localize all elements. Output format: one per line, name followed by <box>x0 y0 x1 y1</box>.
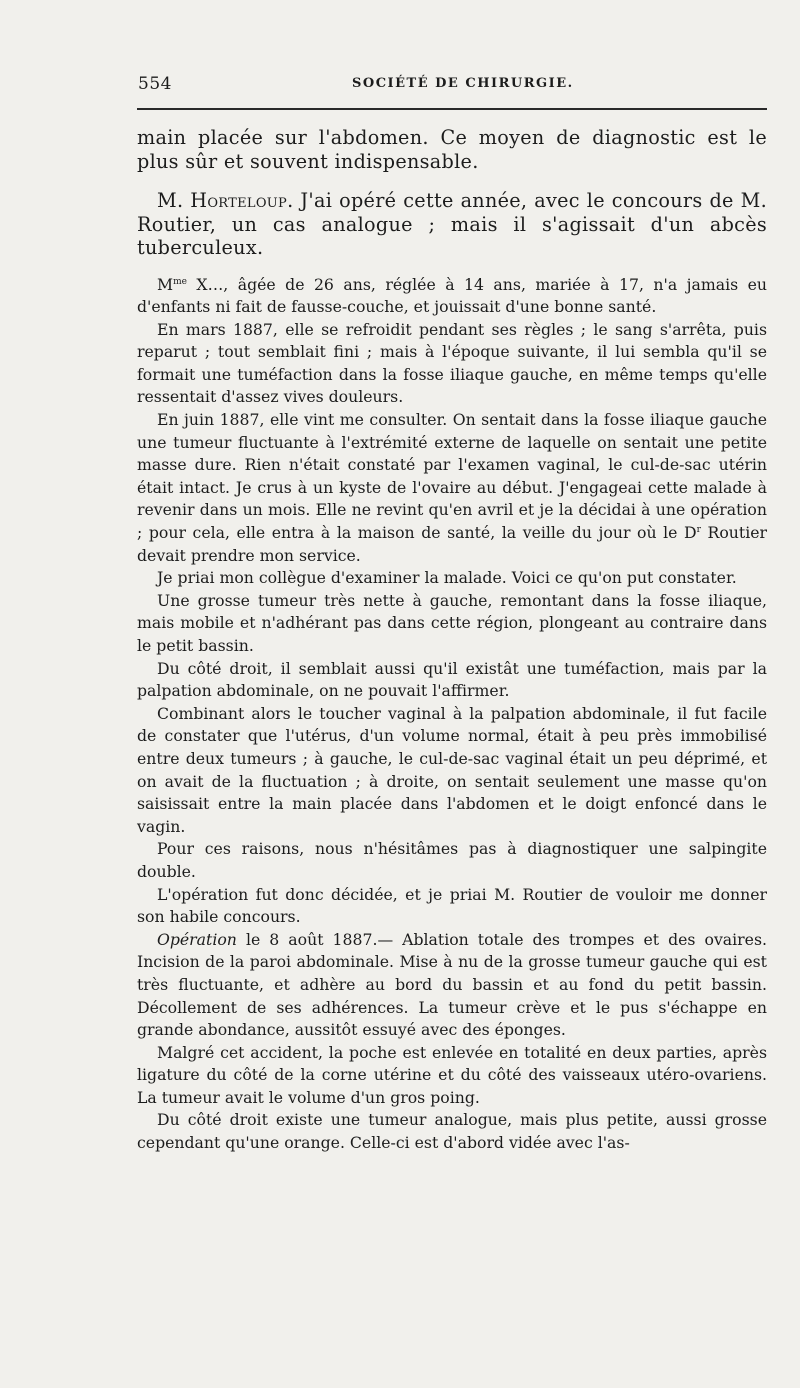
paragraph-tumor-right: Du côté droit, il semblait aussi qu'il existât une tuméfaction, mais par la palpation abdominale, on ne pouvait l'affirmer. <box>137 658 767 701</box>
case-intro-text: X…, âgée de 26 ans, réglée à 14 ans, mariée à 17, n'a jamais eu d'enfants ni fait de fausse-couche, et jouissait d'une bonne santé. <box>137 274 767 317</box>
body-text <box>137 126 767 1155</box>
paragraph-accident: Malgré cet accident, la poche est enlevée en totalité en deux parties, après ligature du côté de la corne utérine et du côté des vaisseaux utéro-ovariens. La tumeur avait le volume d'un gros poing. <box>137 1042 767 1107</box>
doctor-superscript: r <box>696 524 701 535</box>
page-number: 554 <box>138 74 172 94</box>
paragraph-consultation <box>137 409 767 567</box>
paragraph-case-intro <box>137 274 767 319</box>
paragraph-gap <box>137 260 767 274</box>
paragraph-palpation: Combinant alors le toucher vaginal à la palpation abdominale, il fut facile de constater que l'utérus, d'un volume normal, était à peu près immobilisé entre deux tumeurs ; à gauche, le cul-de-sac vaginal était un peu déprimé, et on avait de la fluctuation ; à droite, on sentait seulement une masse qu'on saisissait entre la main placée dans l'abdomen et le doigt enfoncé dans le vagin. <box>137 703 767 836</box>
speaker-prefix: M. <box>157 189 191 212</box>
paragraph-examination: Je priai mon collègue d'examiner la malade. Voici ce qu'on put constater. <box>157 568 737 588</box>
speaker-statement: . J'ai opéré cette année, avec le concours de M. Routier, un cas analogue ; mais il s'agissait d'un abcès tuberculeux. <box>137 189 767 259</box>
paragraph-operation <box>137 929 767 1042</box>
paragraph-diagnosis: Pour ces raisons, nous n'hésitâmes pas à diagnostiquer une salpingite double. <box>137 839 767 881</box>
paragraph-continuation: main placée sur l'abdomen. Ce moyen de diagnostic est le plus sûr et souvent indispensable. <box>137 126 767 173</box>
paragraph-right-side: Du côté droit existe une tumeur analogue, mais plus petite, aussi grosse cependant qu'une orange. Celle-ci est d'abord vidée avec l'as- <box>137 1110 767 1153</box>
consultation-text-end: Routier devait prendre mon service. <box>137 523 768 565</box>
paragraph-speaker-horteloup <box>137 189 767 260</box>
header-rule <box>137 108 767 110</box>
paragraph-decision: L'opération fut donc décidée, et je priai M. Routier de vouloir me donner son habile concours. <box>137 884 767 927</box>
consultation-text: En juin 1887, elle vint me consulter. On sentait dans la fosse iliaque gauche une tumeur fluctuante à l'extrémité externe de laquelle on sentait une petite masse dure. Rien n'était constaté par l'examen vaginal, le cul-de-sac utérin était intact. Je crus à un kyste de l'ovaire au début. J'engageai cette malade à revenir dans un mois. Elle ne revint qu'en avril et je la décidai à une opération ; pour cela, elle entra à la maison de santé, la veille du jour où le D <box>137 410 767 543</box>
paragraph-gap <box>137 173 767 189</box>
operation-label: Opération <box>157 929 237 949</box>
title-superscript: me <box>173 276 187 287</box>
title-abbreviation: M <box>157 274 174 294</box>
paragraph-tumor-left: Une grosse tumeur très nette à gauche, remontant dans la fosse iliaque, mais mobile et n'adhérant pas dans cette région, plongeant au contraire dans le petit bassin. <box>137 590 767 655</box>
operation-text: le 8 août 1887.— Ablation totale des trompes et des ovaires. Incision de la paroi abdominale. Mise à nu de la grosse tumeur gauche qui est très fluctuante, et adhère au bord du bassin et au fond du petit bassin. Décollement de ses adhérences. La tumeur crève et le pus s'échappe en grande abondance, aussitôt essuyé avec des éponges. <box>137 929 767 1040</box>
running-title: SOCIÉTÉ DE CHIRURGIE. <box>352 76 574 91</box>
paragraph-history: En mars 1887, elle se refroidit pendant ses règles ; le sang s'arrêta, puis reparut ; tout semblait fini ; mais à l'époque suivante, il lui sembla qu'il se formait une tuméfaction dans la fosse iliaque gauche, en même temps qu'elle ressentait d'assez vives douleurs. <box>137 319 767 407</box>
speaker-name: Horteloup <box>190 189 288 212</box>
